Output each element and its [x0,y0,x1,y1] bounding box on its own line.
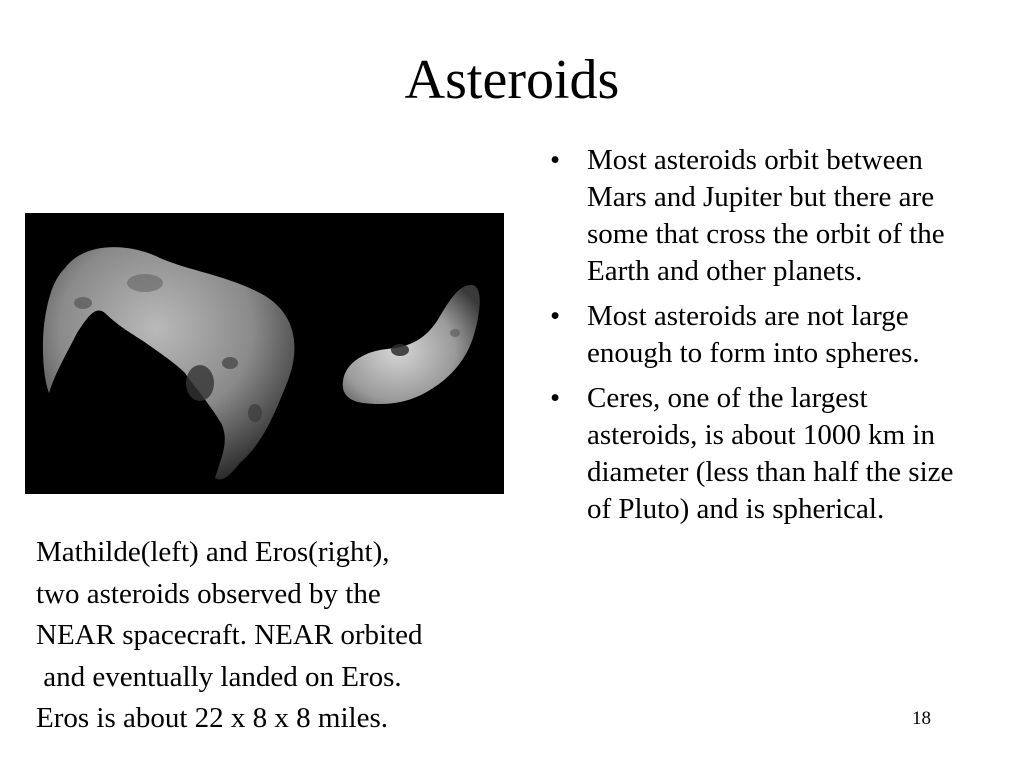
bullet-glyph: • [550,144,561,176]
bullet-glyph: • [550,382,561,414]
bullet-list [550,142,970,536]
bullet-text: Most asteroids are not large enough to form into spheres. [587,300,920,369]
bullet-text: Ceres, one of the largest asteroids, is about 1000 km in diameter (less than half the size of Pluto) and is spherical. [587,382,954,525]
bullet-text: Most asteroids orbit between Mars and Jupiter but there are some that cross the orbit of the Earth and other planets. [587,144,945,287]
bullet-item [550,380,970,528]
slide-title: Asteroids [404,49,620,111]
asteroid-photo [25,213,504,494]
photo-caption: Mathilde(left) and Eros(right), two asteroids observed by the NEAR spacecraft. NEAR orbited and eventually landed on Eros. Eros is about 22 x 8 x 8 miles. [36,536,423,734]
bullet-item [550,142,970,290]
asteroid-photo-graphic [25,213,504,494]
bullet-item [550,298,970,372]
page-number: 18 [912,708,931,729]
bullet-glyph: • [550,300,561,332]
